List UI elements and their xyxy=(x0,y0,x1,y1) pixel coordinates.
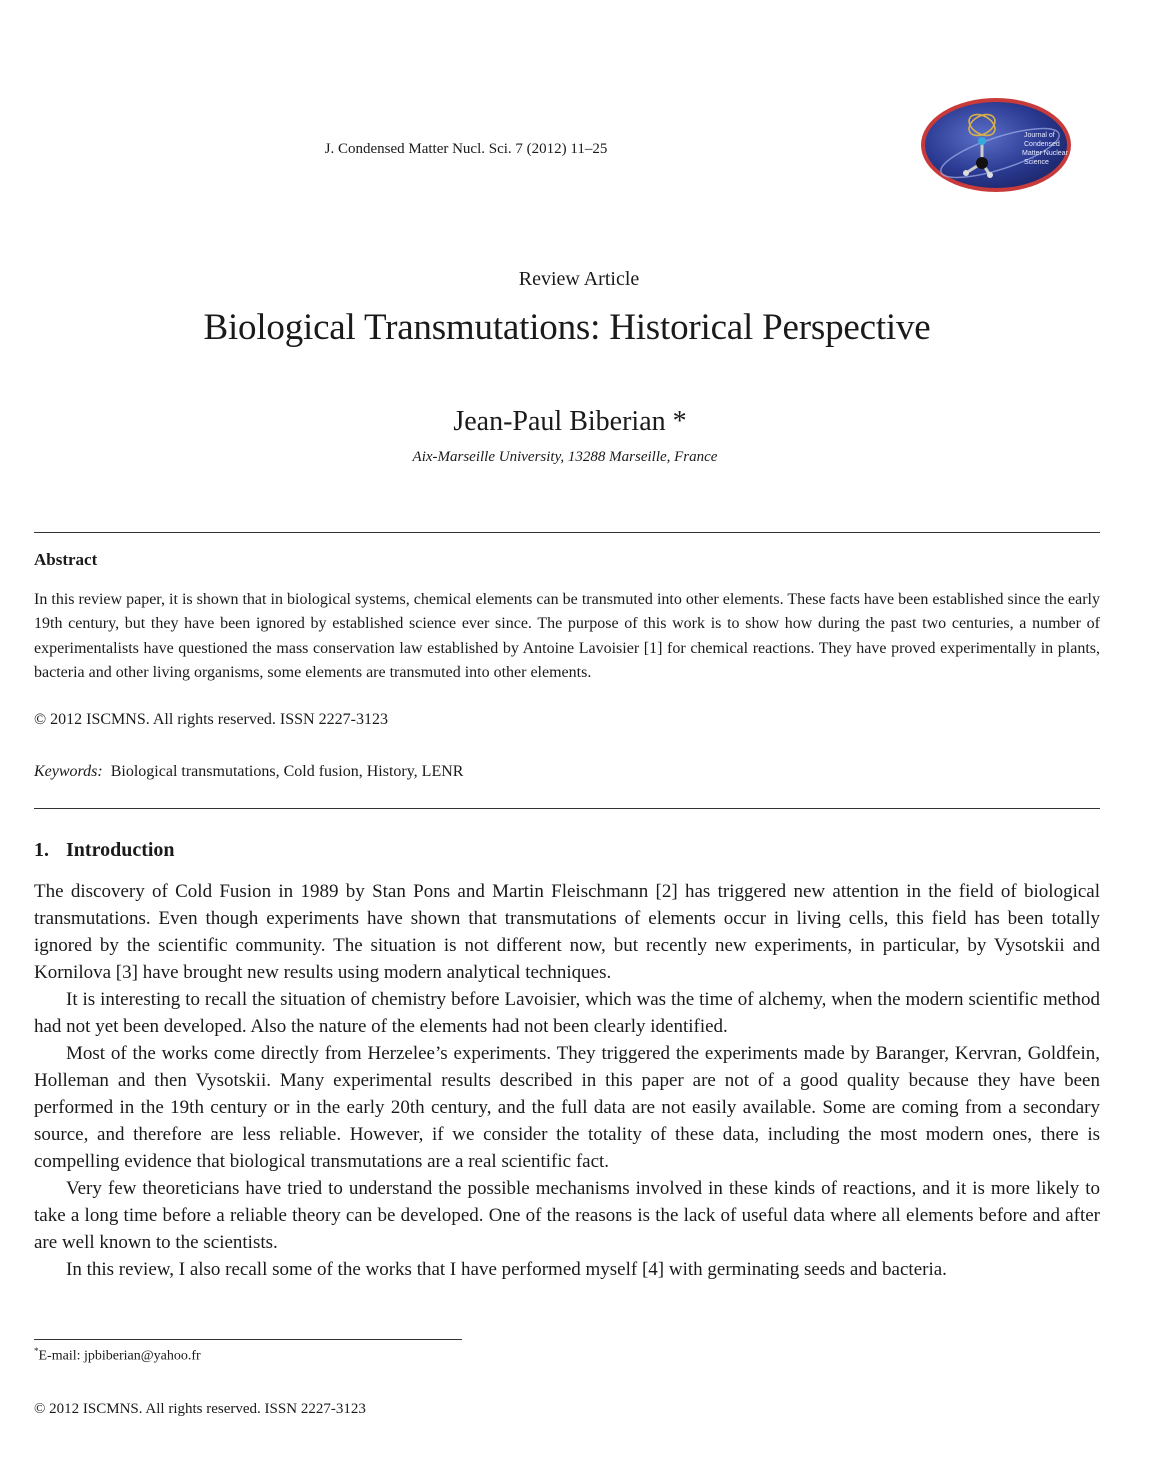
article-type: Review Article xyxy=(518,268,640,290)
footnote-email: E-mail: jpbiberian@yahoo.fr xyxy=(38,1348,201,1364)
abstract-heading: Abstract xyxy=(34,550,98,569)
paragraph: Most of the works come directly from Herzelee’s experiments. They triggered the experiments made by Baranger, Kervran, Goldfein, Holleman and then Vysotskii. Many experimental results described in this paper are not of a good quality because they have been performed in the 19th century or in the early 20th century, and the full data are not easily available. Some are coming from a secondary source, and therefore are less reliable. However, if we consider the totality of these data, including the most modern ones, there is compelling evidence that biological transmutations are a real scientific fact. xyxy=(34,1043,1100,1172)
section-number: 1. xyxy=(34,839,49,861)
keywords-line xyxy=(34,763,463,781)
abstract-text: In this review paper, it is shown that in biological systems, chemical elements can be transmuted into other elements. These facts have been established since the early 19th century, but they have been ignored by established science ever since. The purpose of this work is to show how during the past two centuries, a number of experimentalists have questioned the mass conservation law established by Antoine Lavoisier [1] for chemical reactions. They have proved experimentally in plants, bacteria and other living organisms, some elements are transmuted into other elements. xyxy=(34,591,1100,681)
journal-reference: J. Condensed Matter Nucl. Sci. 7 (2012) 11–25 xyxy=(324,141,608,157)
paragraph: It is interesting to recall the situation of chemistry before Lavoisier, which was the time of alchemy, when the modern scientific method had not yet been developed. Also the nature of the elements had not been clearly identified. xyxy=(34,989,1100,1037)
keywords-label: Keywords: xyxy=(34,763,103,780)
abstract-copyright: © 2012 ISCMNS. All rights reserved. ISSN 2227-3123 xyxy=(34,711,388,728)
logo-line-4: Science xyxy=(1024,159,1049,166)
author-affiliation: Aix-Marseille University, 13288 Marseille, France xyxy=(412,449,718,465)
footnote-rule xyxy=(34,1339,462,1340)
abstract-body xyxy=(34,588,1100,685)
paragraph: Very few theoreticians have tried to understand the possible mechanisms involved in these kinds of reactions, and it is more likely to take a long time before a reliable theory can be developed. One of the reasons is the lack of useful data where all elements before and after are well known to the scientists. xyxy=(34,1178,1100,1253)
bottom-divider xyxy=(34,808,1100,809)
section-title: Introduction xyxy=(66,839,175,861)
logo-line-3: Matter Nuclear xyxy=(1022,150,1068,157)
footnote xyxy=(34,1346,201,1365)
paragraph: The discovery of Cold Fusion in 1989 by Stan Pons and Martin Fleischmann [2] has triggered new attention in the field of biological transmutations. Even though experiments have shown that transmutations of elements occur in living cells, this field has been totally ignored by the scientific community. The situation is not different now, but recently new experiments, in particular, by Vysotskii and Kornilova [3] have brought new results using modern analytical techniques. xyxy=(34,881,1100,983)
top-divider xyxy=(34,532,1100,533)
author-name: Jean-Paul Biberian * xyxy=(453,406,687,437)
article-title: Biological Transmutations: Historical Perspective xyxy=(203,307,931,348)
footnote-marker: * xyxy=(34,1346,39,1356)
logo-line-1: Journal of xyxy=(1024,132,1055,139)
section-body xyxy=(34,878,1100,1283)
logo-line-2: Condensed xyxy=(1024,141,1060,148)
paragraph: In this review, I also recall some of the works that I have performed myself [4] with germinating seeds and bacteria. xyxy=(66,1259,947,1280)
footer-copyright: © 2012 ISCMNS. All rights reserved. ISSN 2227-3123 xyxy=(34,1401,366,1417)
section-heading xyxy=(34,839,175,862)
journal-logo xyxy=(918,95,1074,195)
keywords-list: Biological transmutations, Cold fusion, History, LENR xyxy=(110,763,464,780)
